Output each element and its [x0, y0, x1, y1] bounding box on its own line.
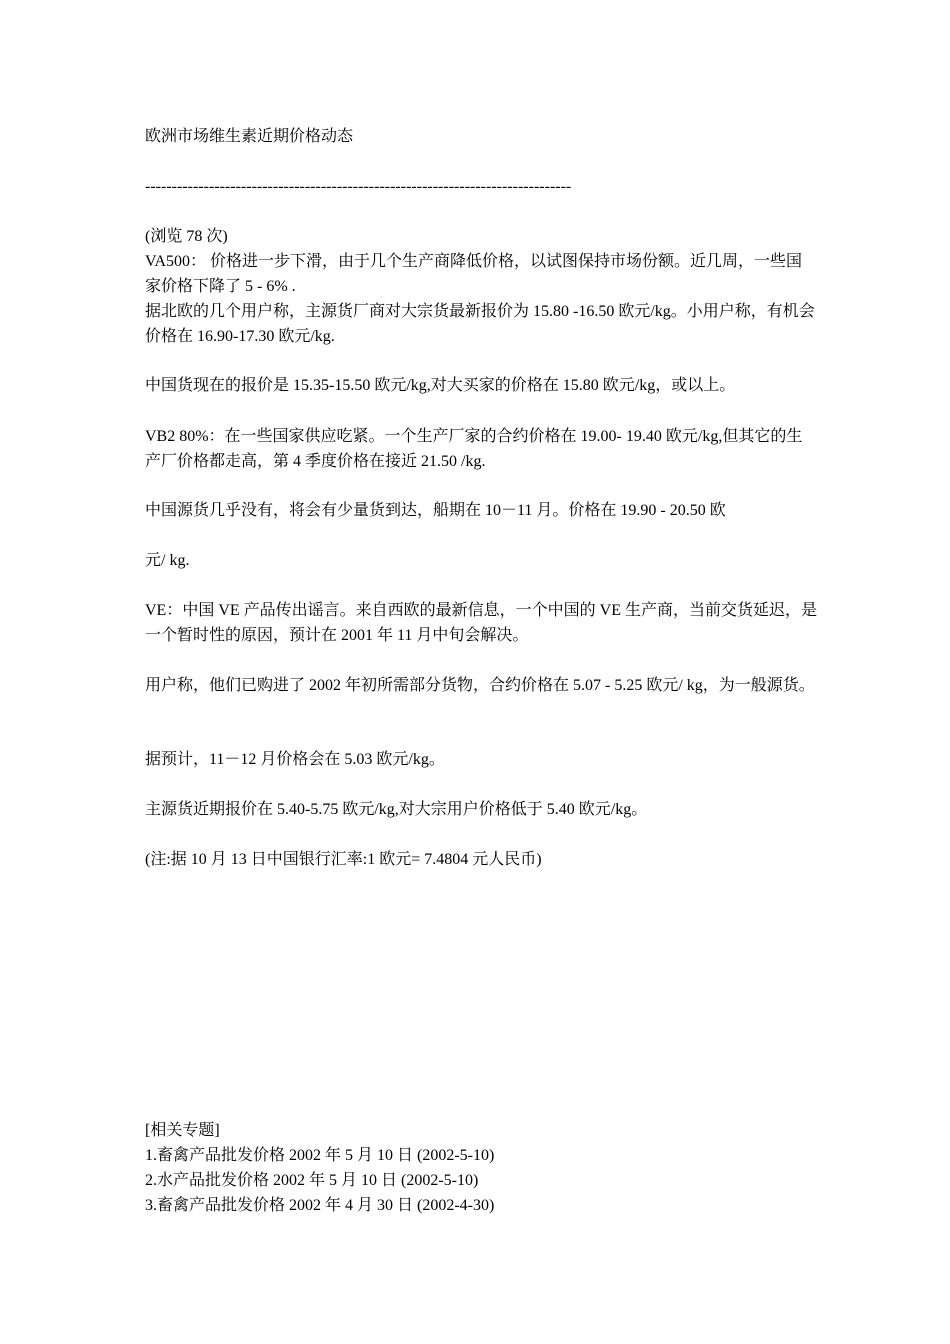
paragraph-vb2-unit: 元/ kg. — [145, 552, 190, 569]
paragraph-ve: VE：中国 VE 产品传出谣言。来自西欧的最新信息，一个中国的 VE 生产商，当前交货延迟，是一个暂时性的原因，预计在 2001 年 11 月中旬会解决。 — [145, 602, 817, 644]
paragraph-main-source: 主源货近期报价在 5.40-5.75 欧元/kg,对大宗用户价格低于 5.40 欧元/kg。 — [145, 801, 648, 818]
paragraph-china-va: 中国货现在的报价是 15.35-15.50 欧元/kg,对大买家的价格在 15.80 欧元/kg，或以上。 — [145, 377, 736, 394]
paragraph-exchange-note: (注:据 10 月 13 日中国银行汇率:1 欧元= 7.4804 元人民币) — [145, 851, 542, 868]
paragraph-nordic-users: 据北欧的几个用户称，主源货厂商对大宗货最新报价为 15.80 -16.50 欧元/kg。小用户称，有机会价格在 16.90-17.30 欧元/kg. — [145, 303, 815, 345]
view-count: (浏览 78 次) — [145, 228, 228, 245]
page-title: 欧洲市场维生素近期价格动态 — [145, 128, 354, 145]
related-heading: [相关专题] — [145, 1122, 220, 1139]
paragraph-china-vb2: 中国源货几乎没有，将会有少量货到达，船期在 10－11 月。价格在 19.90 - 20.50 欧 — [145, 502, 726, 519]
paragraph-va500: VA500： 价格进一步下滑，由于几个生产商降低价格，以试图保持市场份额。近几周，一些国家价格下降了 5 - 6% . — [145, 253, 803, 295]
paragraph-vb2: VB2 80%：在一些国家供应吃紧。一个生产厂家的合约价格在 19.00- 19.40 欧元/kg,但其它的生产厂价格都走高，第 4 季度价格在接近 21.50 /kg. — [145, 428, 803, 470]
paragraph-ve-users: 用户称，他们已购进了 2002 年初所需部分货物，合约价格在 5.07 - 5.25 欧元/ kg，为一般源货。 — [145, 677, 815, 694]
paragraph-forecast: 据预计，11－12 月价格会在 5.03 欧元/kg。 — [145, 751, 445, 768]
related-link[interactable]: 2.水产品批发价格 2002 年 5 月 10 日 (2002-5-10) — [145, 1172, 479, 1189]
related-link[interactable]: 1.畜禽产品批发价格 2002 年 5 月 10 日 (2002-5-10) — [145, 1147, 495, 1164]
divider-line: -------------------------------------------------------------------------------- — [145, 178, 572, 195]
related-link[interactable]: 3.畜禽产品批发价格 2002 年 4 月 30 日 (2002-4-30) — [145, 1197, 495, 1214]
